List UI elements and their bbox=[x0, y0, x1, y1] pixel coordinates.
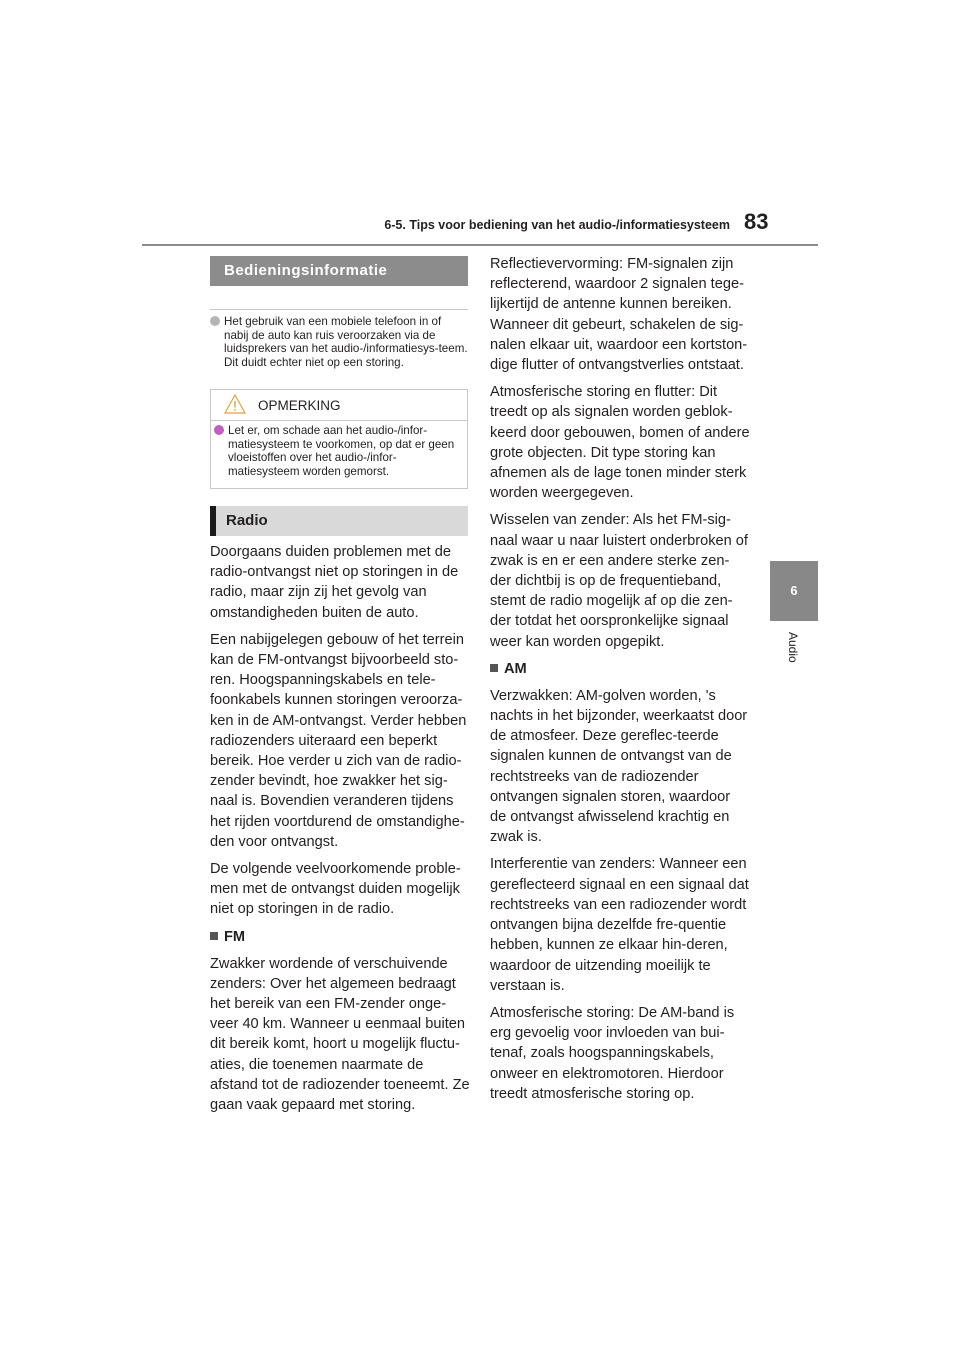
subheading-fm-text: FM bbox=[224, 928, 246, 945]
note-divider bbox=[211, 420, 467, 421]
info-bullet bbox=[210, 315, 468, 369]
chapter-label bbox=[782, 632, 806, 692]
note-bullet bbox=[214, 424, 462, 478]
paragraph: Een nabijgelegen gebouw of het terrein kan de FM-ontvangst bijvoorbeeld sto-ren. Hoogspanningskabels en tele-foonkabels kunnen storingen veroorza-ken in de AM-ontvangst. Verder hebben radiozenders uiteraard een beperkt bereik. Hoe verder u zich van de radio-zender bevindt, hoe zwakker het sig-naal is. Bovendien veranderen tijdens het rijden voortdurend de omstandighe-den voor ontvangst. bbox=[210, 631, 467, 850]
section-heading-radio: Radio bbox=[210, 506, 468, 536]
section-heading-bedieningsinformatie: Bedieningsinformatie bbox=[210, 256, 468, 286]
subheading-fm bbox=[210, 927, 472, 947]
column-right bbox=[490, 254, 750, 1111]
chapter-label-text: Audio bbox=[786, 632, 800, 663]
paragraph: De volgende veelvoorkomende proble-men met de ontvangst duiden mogelijk niet op storingen in de radio. bbox=[210, 861, 461, 918]
square-bullet-icon bbox=[490, 664, 498, 672]
paragraph: Reflectievervorming: FM-signalen zijn reflecterend, waardoor 2 signalen tege-lijkertijd de antenne kunnen bereiken. Wanneer dit gebeurt, schakelen de sig-nalen elkaar uit, waardoor een kortston-dige flutter of ontvangstverlies ontstaat. bbox=[490, 256, 748, 374]
bullet-dot-icon bbox=[214, 425, 224, 435]
paragraph: Interferentie van zenders: Wanneer een gereflecteerd signaal en een signaal dat rechtstreeks van een radiozender wordt ontvangen bijna dezelfde fre-quentie hebben, kunnen ze elkaar hin-deren, waardoor de uitzending moeilijk te verstaan is. bbox=[490, 856, 749, 994]
page-number: 83 bbox=[744, 209, 769, 234]
header-rule bbox=[142, 244, 818, 246]
info-bullet-text: Het gebruik van een mobiele telefoon in of nabij de auto kan ruis veroorzaken via de luidsprekers van het audio-/informatiesys-teem. Dit duidt echter niet op een storing. bbox=[224, 315, 468, 369]
bullet-dot-icon bbox=[210, 316, 220, 326]
subheading-am bbox=[490, 659, 750, 679]
column-left bbox=[210, 542, 472, 1122]
warning-triangle-icon bbox=[224, 394, 246, 414]
running-header: 6-5. Tips voor bediening van het audio-/informatiesysteem bbox=[384, 218, 730, 232]
chapter-tab[interactable]: 6 bbox=[770, 561, 818, 621]
paragraph: Atmosferische storing en flutter: Dit treedt op als signalen worden geblok-keerd door gebouwen, bomen of andere grote objecten. Dit type storing kan afnemen als de lage tonen minder sterk worden weergegeven. bbox=[490, 384, 750, 502]
subheading-am-text: AM bbox=[504, 660, 527, 677]
square-bullet-icon bbox=[210, 932, 218, 940]
paragraph: Wisselen van zender: Als het FM-sig-naal waar u naar luistert onderbroken of zwak is en er een andere sterke zen-der dichtbij is op de frequentieband, stemt de radio mogelijk af op die zen-der totdat het oorspronkelijke signaal weer kan worden opgepikt. bbox=[490, 512, 748, 650]
note-bullet-text: Let er, om schade aan het audio-/infor-matiesysteem te voorkomen, op dat er geen vloeistoffen over het audio-/infor-matiesysteem worden gemorst. bbox=[228, 424, 455, 478]
paragraph: Verzwakken: AM-golven worden, 's nachts in het bijzonder, weerkaatst door de atmosfeer. Deze gereflec-teerde signalen kunnen de ontvangst van de rechtstreeks van de radiozender ontvangen signalen storen, waardoor de ontvangst afwisselend krachtig en zwak is. bbox=[490, 687, 748, 846]
note-title: OPMERKING bbox=[258, 398, 341, 413]
paragraph: Atmosferische storing: De AM-band is erg gevoelig voor invloeden van bui-tenaf, zoals hoogspanningskabels, onweer en elektromotoren. Hierdoor treedt atmosferische storing op. bbox=[490, 1004, 735, 1102]
paragraph: Zwakker wordende of verschuivende zenders: Over het algemeen bedraagt het bereik van een FM-zender onge-veer 40 km. Wanneer u eenmaal buiten dit bereik komt, hoort u mogelijk fluctu-aties, die toenemen naarmate de afstand tot de radiozender toeneemt. Ze gaan vaak gepaard met storing. bbox=[210, 955, 470, 1114]
section-divider bbox=[210, 309, 468, 310]
paragraph: Doorgaans duiden problemen met de radio-ontvangst niet op storingen in de radio, maar zijn zij het gevolg van omstandigheden buiten de auto. bbox=[210, 544, 459, 621]
